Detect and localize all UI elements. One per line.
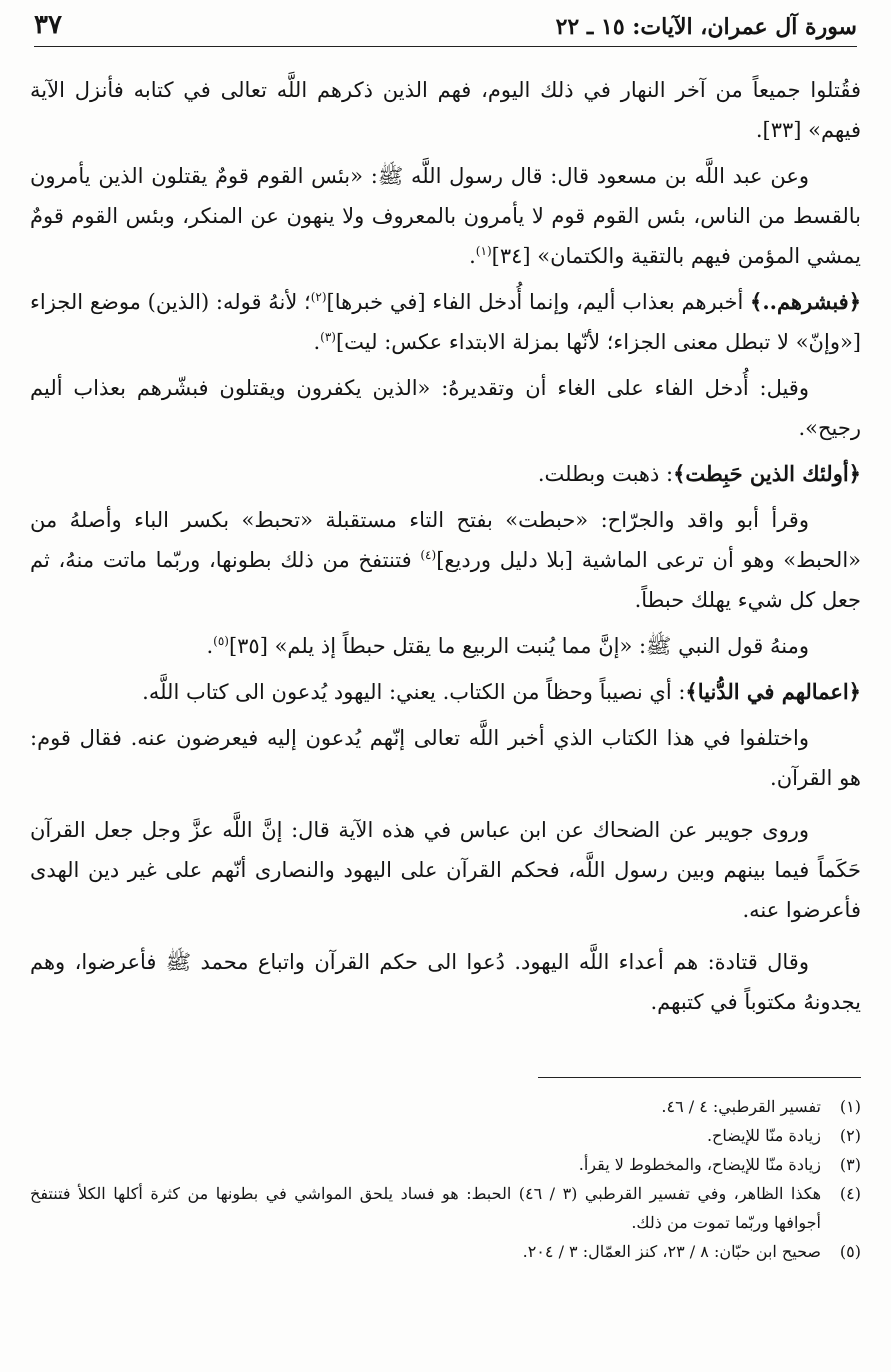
paragraph-text: فقُتلوا جميعاً من آخر النهار في ذلك اليوم، فهم الذين ذكرهم اللَّه تعالى في كتابه فأنزل الآية فيهم» [٣٣].: [30, 78, 861, 142]
paragraph-text: وقيل: أُدخل الفاء على الغاء أن وتقديرهُ: «الذين يكفرون ويقتلون فبشّرهم بعذاب أليم رجيح».: [30, 376, 861, 440]
paragraph: [30, 156, 861, 276]
paragraph-text: وعن عبد اللَّه بن مسعود قال: قال رسول اللَّه ﷺ: «بئس القوم قومٌ يقتلون الذين يأمرون بالقسط من الناس، بئس القوم قوم لا يأمرون بالمعروف ولا ينهون عن المنكر، وبئس القوم قومٌ يمشي المؤمن فيهم بالتقية والكتمان» [٣٤]: [30, 164, 861, 268]
quranic-lemma: ﴿أولئك الذين حَبِطت﴾: [673, 461, 861, 486]
footnote-rule: [538, 1077, 861, 1078]
paragraph-text: : أي نصيباً وحظاً من الكتاب. يعني: اليهود يُدعون الى كتاب اللَّه.: [142, 680, 686, 704]
footnote-text: هكذا الظاهر، وفي تفسير القرطبي (٣ / ٤٦) الحبط: هو فساد يلحق المواشي في بطونها من كثرة أكلها الكلأ فتنتفخ أجوافها وربّما تموت من ذلك.: [30, 1184, 822, 1232]
footnote: [30, 1237, 861, 1266]
footnote: [30, 1179, 861, 1237]
paragraph: [30, 942, 861, 1022]
paragraph: [30, 454, 861, 494]
page-number: ٣٧: [34, 10, 62, 40]
paragraph: [30, 810, 861, 930]
running-title: سورة آل عمران، الآيات: ١٥ ـ ٢٢: [555, 14, 857, 40]
paragraph-text: .: [206, 634, 214, 658]
footnote-number: (٣): [839, 1155, 861, 1174]
paragraph-text: .: [469, 244, 476, 268]
footnote-text: زيادة منّا للإيضاح، والمخطوط لا يقرأ.: [578, 1155, 821, 1174]
page-header: [34, 6, 857, 46]
paragraph-text: واختلفوا في هذا الكتاب الذي أخبر اللَّه تعالى إنّهم يُدعون إليه فيعرضون عنه. فقال قوم: هو القرآن.: [30, 726, 861, 790]
main-text: [30, 70, 861, 1028]
paragraph-text: ومنهُ قول النبي ﷺ: «إنَّ مما يُنبت الربيع ما يقتل حبطاً إذ يلم» [٣٥]: [228, 634, 809, 658]
footnote-number: (٥): [839, 1242, 861, 1261]
footnote: [30, 1092, 861, 1121]
footnote-number: (١): [839, 1097, 861, 1116]
paragraph: [30, 70, 861, 150]
paragraph: [30, 282, 861, 362]
paragraph-text: أخبرهم بعذاب أليم، وإنما أُدخل الفاء [في خبرها]: [326, 290, 751, 314]
paragraph: [30, 500, 861, 620]
quranic-lemma: ﴿فبشرهم..﴾: [750, 289, 861, 314]
quranic-lemma: ﴿اعمالهم في الدُّنيا﴾: [685, 679, 861, 704]
footnote-reference: (٤): [420, 548, 437, 562]
paragraph-text: : ذهبت وبطلت.: [537, 462, 674, 486]
footnote-reference: (٢): [310, 290, 327, 304]
paragraph: [30, 672, 861, 712]
paragraph: [30, 718, 861, 798]
footnote-text: تفسير القرطبي: ٤ / ٤٦.: [661, 1097, 821, 1116]
footnote-text: صحيح ابن حبّان: ٨ / ٢٣، كنز العمّال: ٣ / ٢٠٤.: [522, 1242, 821, 1261]
footnotes: [30, 1092, 861, 1266]
footnote: [30, 1150, 861, 1179]
paragraph: [30, 368, 861, 448]
footnote-number: (٢): [839, 1126, 861, 1145]
paragraph: [30, 626, 861, 666]
footnote-number: (٤): [839, 1184, 861, 1203]
footnote-reference: (١): [475, 244, 492, 258]
paragraph-text: فتنتفخ من ذلك بطونها، وربّما ماتت منهُ، ثم جعل كل شيء يهلك حبطاً.: [30, 548, 861, 612]
header-rule: [34, 46, 857, 47]
footnote-text: زيادة منّا للإيضاح.: [706, 1126, 821, 1145]
footnote-reference: (٥): [213, 634, 229, 648]
paragraph-text: وقرأ أبو واقد والجرّاح: «حبطت» بفتح التاء مستقبلة «تحبط» بكسر الباء وأصلهُ من «الحبط» وهو أن ترعى الماشية [بلا دليل ورديع]: [30, 508, 862, 572]
footnote: [30, 1121, 861, 1150]
paragraph-text: .: [313, 330, 321, 354]
paragraph-text: ؛ لأنهُ قوله: (الذين) موضع الجزاء [«وإنّ» لا تبطل معنى الجزاء؛ لأنّها بمزلة الابتداء عكس: ليت]: [30, 290, 861, 354]
paragraph-text: وقال قتادة: هم أعداء اللَّه اليهود. دُعوا الى حكم القرآن واتباع محمد ﷺ فأعرضوا، وهم يجدونهُ مكتوباً في كتبهم.: [30, 950, 861, 1014]
paragraph-text: وروى جويبر عن الضحاك عن ابن عباس في هذه الآية قال: إنَّ اللَّه عزَّ وجل جعل القرآن حَكَماً فيما بينهم وبين رسول اللَّه، فحكم القرآن على اليهود والنصارى أنّهم على غير دين الهدى فأعرضوا عنه.: [30, 818, 861, 922]
footnote-reference: (٣): [320, 330, 336, 344]
